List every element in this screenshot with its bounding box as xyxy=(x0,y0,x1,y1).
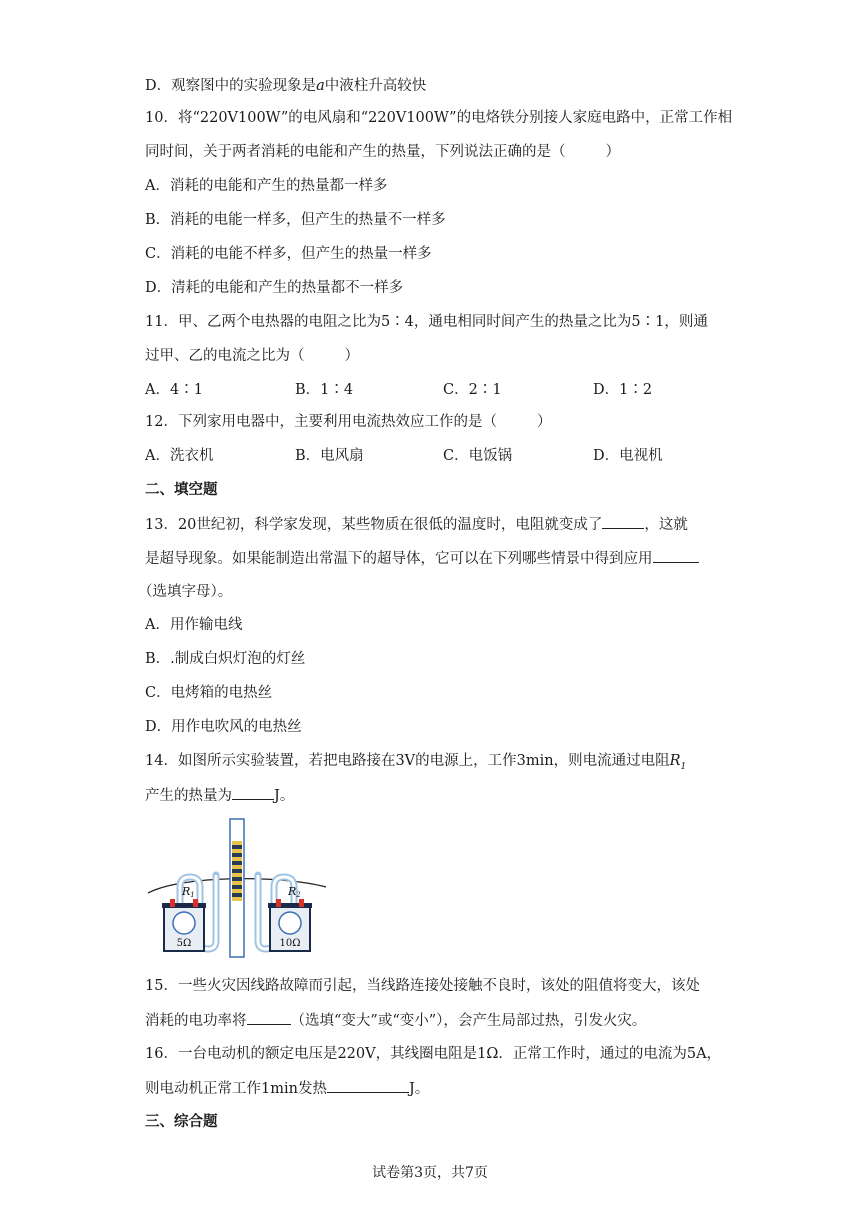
q12-stem: 12．下列家用电器中，主要利用电流热效应工作的是（ ） xyxy=(145,414,552,430)
q11-option-b: B．1∶4 xyxy=(295,382,354,398)
q12-option-a: A．洗衣机 xyxy=(145,448,214,464)
answer-blank xyxy=(327,1078,409,1093)
answer-blank xyxy=(247,1010,291,1025)
q11-stem-line1: 11．甲、乙两个电热器的电阻之比为5∶4，通电相同时间产生的热量之比为5∶1，则通 xyxy=(145,314,708,330)
q13-stem-line3: （选填字母）。 xyxy=(138,584,233,600)
q16-stem-line2: 则电动机正常工作1min发热 J。 xyxy=(145,1078,429,1099)
answer-blank xyxy=(232,785,274,800)
q11-option-a: A．4∶1 xyxy=(145,382,203,398)
var-r: R xyxy=(669,753,681,769)
q9-option-d: D．观察图中的实验现象是a中液柱升高较快 xyxy=(145,78,427,94)
section-comprehensive-heading: 三、综合题 xyxy=(145,1113,218,1130)
q13-option-a: A．用作输电线 xyxy=(145,617,243,633)
experiment-figure xyxy=(142,815,332,965)
q16-stem-line1: 16．一台电动机的额定电压是220V，其线圈电阻是1Ω．正常工作时，通过的电流为5A， xyxy=(145,1046,722,1062)
r2-label: R2 xyxy=(288,885,301,899)
q14-stem-line1: 14．如图所示实验装置，若把电路接在3V的电源上，工作3min，则电流通过电阻$R_1$ xyxy=(145,753,687,772)
q10-stem-line1: 10．将“220V100W”的电风扇和“220V100W”的电烙铁分别接人家庭电路中，正常工作相 xyxy=(145,110,733,126)
q11-option-c: C．2∶1 xyxy=(443,382,502,398)
q14-stem-line2: 产生的热量为 J。 xyxy=(145,785,294,806)
q10-stem-line2: 同时间，关于两者消耗的电能和产生的热量，下列说法正确的是（ ） xyxy=(145,144,620,160)
q11-option-d: D．1∶2 xyxy=(593,382,653,398)
right-resistance-value: 10Ω xyxy=(279,938,301,949)
r1-terminal xyxy=(170,899,175,907)
page-footer: 试卷第3页，共7页 xyxy=(372,1165,488,1181)
q13-stem-line2: 是超导现象。如果能制造出常温下的超导体，它可以在下列哪些情景中得到应用 xyxy=(145,548,699,569)
q12-option-b: B．电风扇 xyxy=(295,448,364,464)
q12-option-c: C．电饭锅 xyxy=(443,448,513,464)
answer-blank xyxy=(602,514,644,529)
var-a: a xyxy=(316,78,325,94)
q13-stem-line1: 13．20世纪初，科学家发现，某些物质在很低的温度时，电阻就变成了 ，这就 xyxy=(145,514,688,535)
q13-option-d: D．用作电吹风的电热丝 xyxy=(145,719,302,735)
r2-terminal xyxy=(276,899,281,907)
q15-stem-line1: 15．一些火灾因线路故障而引起，当线路连接处接触不良时，该处的阻值将变大，该处 xyxy=(145,978,700,994)
q15-stem-line2: 消耗的电功率将 （选填“变大”或“变小”），会产生局部过热，引发火灾。 xyxy=(145,1010,646,1031)
left-air-bulb xyxy=(173,912,195,934)
left-resistance-value: 5Ω xyxy=(176,938,192,949)
q10-option-d: D．清耗的电能和产生的热量都不一样多 xyxy=(145,280,404,296)
q11-stem-line2: 过甲、乙的电流之比为（ ） xyxy=(145,348,359,364)
r1-label: R1 xyxy=(182,885,195,899)
q13-option-b: B．.制成白炽灯泡的灯丝 xyxy=(145,651,306,667)
q10-option-b: B．消耗的电能一样多，但产生的热量不一样多 xyxy=(145,212,446,228)
answer-blank xyxy=(653,548,699,563)
q10-option-c: C．消耗的电能不样多，但产生的热量一样多 xyxy=(145,246,432,262)
q12-option-d: D．电视机 xyxy=(593,448,663,464)
right-air-bulb xyxy=(279,912,301,934)
q10-option-a: A．消耗的电能和产生的热量都一样多 xyxy=(145,178,388,194)
section-fill-blank-heading: 二、填空题 xyxy=(145,481,218,498)
q13-option-c: C．电烤箱的电热丝 xyxy=(145,685,273,701)
